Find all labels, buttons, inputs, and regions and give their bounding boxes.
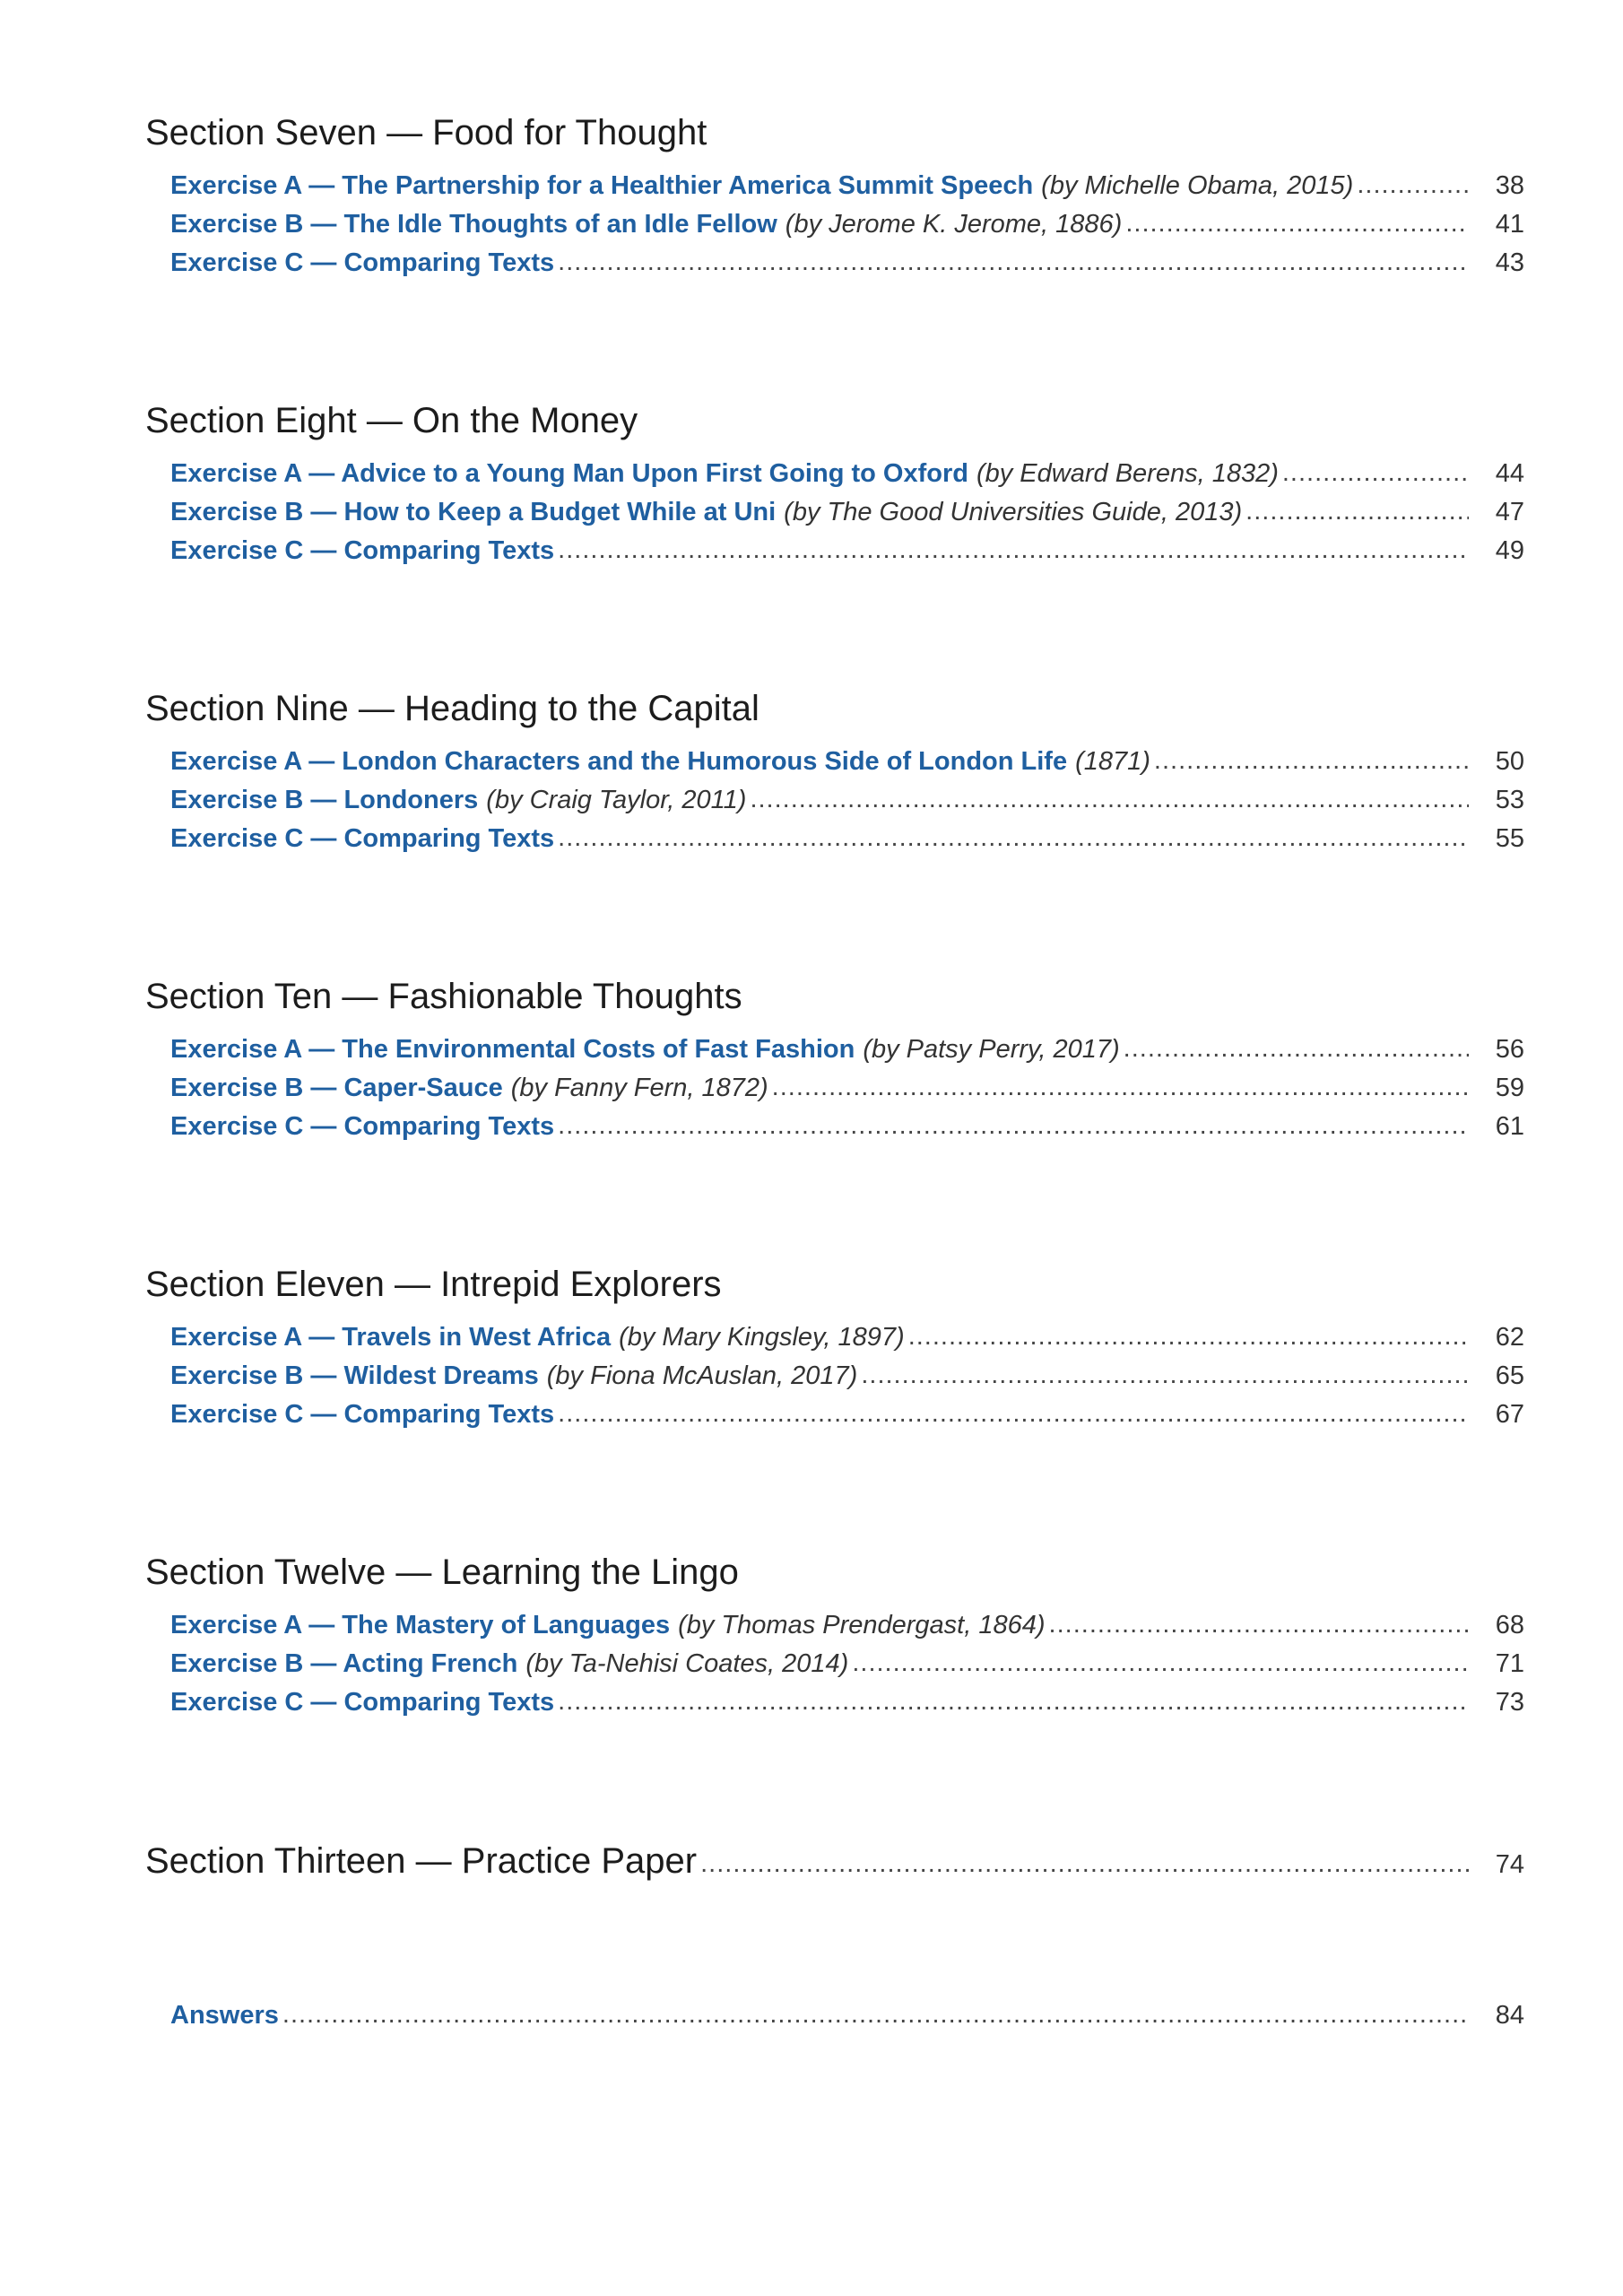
dot-leader xyxy=(1125,204,1469,243)
exercise-title: Exercise A — Travels in West Africa xyxy=(170,1323,612,1352)
exercise-title: Exercise C — Comparing Texts xyxy=(170,536,555,565)
section-title: Section Seven — Food for Thought xyxy=(145,113,707,152)
exercise-author: (by Edward Berens, 1832) xyxy=(976,459,1279,488)
dot-leader xyxy=(558,1107,1469,1145)
exercise-title: Exercise A — Advice to a Young Man Upon First Going to Oxford xyxy=(170,459,968,488)
section-eight xyxy=(145,399,1524,570)
dot-leader xyxy=(1245,492,1469,531)
exercise-entry[interactable] xyxy=(170,820,1524,858)
exercise-list xyxy=(145,743,1524,858)
exercise-entry[interactable] xyxy=(170,1031,1524,1069)
exercise-author: (by Fiona McAuslan, 2017) xyxy=(546,1361,858,1390)
dot-leader xyxy=(772,1068,1469,1107)
dot-leader xyxy=(558,243,1469,282)
page-number: 74 xyxy=(1495,1850,1524,1879)
exercise-entry[interactable] xyxy=(170,1069,1524,1108)
answers-list xyxy=(145,1996,1524,2035)
page-number: 67 xyxy=(1495,1400,1524,1429)
section-ten xyxy=(145,975,1524,1146)
dot-leader xyxy=(282,1996,1469,2034)
dot-leader xyxy=(558,1395,1469,1433)
exercise-author: (by Fanny Fern, 1872) xyxy=(510,1074,768,1102)
section-thirteen xyxy=(145,1839,1524,1883)
page-number: 44 xyxy=(1495,459,1524,488)
section-title: Section Nine — Heading to the Capital xyxy=(145,689,759,728)
answers-entry[interactable] xyxy=(170,1996,1524,2035)
exercise-entry[interactable] xyxy=(170,455,1524,493)
dot-leader xyxy=(558,819,1469,857)
exercise-title: Exercise A — The Mastery of Languages xyxy=(170,1611,671,1639)
answers-title: Answers xyxy=(170,2001,279,2030)
exercise-author: (by Michelle Obama, 2015) xyxy=(1041,171,1354,200)
exercise-title: Exercise A — London Characters and the Humorous Side of London Life xyxy=(170,747,1068,776)
page-number: 62 xyxy=(1495,1323,1524,1352)
page-number: 61 xyxy=(1495,1112,1524,1141)
exercise-title: Exercise B — Wildest Dreams xyxy=(170,1361,539,1390)
exercise-entry[interactable] xyxy=(170,743,1524,781)
exercise-entry[interactable] xyxy=(170,781,1524,820)
exercise-author: (1871) xyxy=(1075,747,1150,776)
dot-leader xyxy=(908,1318,1469,1356)
page-number: 56 xyxy=(1495,1035,1524,1064)
section-title: Section Ten — Fashionable Thoughts xyxy=(145,977,742,1016)
page-number: 50 xyxy=(1495,747,1524,776)
exercise-author: (by Thomas Prendergast, 1864) xyxy=(678,1611,1046,1639)
exercise-title: Exercise C — Comparing Texts xyxy=(170,248,555,277)
dot-leader xyxy=(861,1356,1469,1395)
page-number: 41 xyxy=(1495,210,1524,239)
exercise-entry[interactable] xyxy=(170,1396,1524,1434)
section-nine xyxy=(145,687,1524,858)
dot-leader xyxy=(1124,1030,1469,1068)
exercise-title: Exercise B — The Idle Thoughts of an Idle Fellow xyxy=(170,210,777,239)
exercise-entry[interactable] xyxy=(170,532,1524,570)
section-title: Section Thirteen — Practice Paper xyxy=(145,1841,698,1881)
dot-leader xyxy=(1357,166,1469,204)
dot-leader xyxy=(1154,742,1469,780)
exercise-author: (by Patsy Perry, 2017) xyxy=(863,1035,1120,1064)
exercise-author: (by Craig Taylor, 2011) xyxy=(486,786,747,814)
exercise-entry[interactable] xyxy=(170,1683,1524,1722)
page-number: 38 xyxy=(1495,171,1524,200)
exercise-title: Exercise C — Comparing Texts xyxy=(170,1400,555,1429)
exercise-entry[interactable] xyxy=(170,1318,1524,1357)
exercise-entry[interactable] xyxy=(170,244,1524,283)
exercise-author: (by Mary Kingsley, 1897) xyxy=(619,1323,905,1352)
page-number: 53 xyxy=(1495,786,1524,814)
page-number: 47 xyxy=(1495,498,1524,526)
page-number: 43 xyxy=(1495,248,1524,277)
section-eleven xyxy=(145,1263,1524,1434)
exercise-author: (by Ta-Nehisi Coates, 2014) xyxy=(525,1649,849,1678)
exercise-title: Exercise C — Comparing Texts xyxy=(170,1688,555,1717)
section-title: Section Eleven — Intrepid Explorers xyxy=(145,1265,722,1304)
exercise-entry[interactable] xyxy=(170,1645,1524,1683)
page-number: 68 xyxy=(1495,1611,1524,1639)
exercise-author: (by The Good Universities Guide, 2013) xyxy=(784,498,1243,526)
exercise-entry[interactable] xyxy=(170,1357,1524,1396)
exercise-author: (by Jerome K. Jerome, 1886) xyxy=(785,210,1123,239)
page-number: 71 xyxy=(1495,1649,1524,1678)
exercise-list xyxy=(145,1318,1524,1434)
exercise-entry[interactable] xyxy=(170,205,1524,244)
section-twelve xyxy=(145,1551,1524,1722)
page-number: 49 xyxy=(1495,536,1524,565)
exercise-entry[interactable] xyxy=(170,1108,1524,1146)
page-number: 84 xyxy=(1495,2001,1524,2030)
dot-leader xyxy=(558,531,1469,570)
answers-section xyxy=(145,1996,1524,2035)
exercise-title: Exercise A — The Partnership for a Healthier America Summit Speech xyxy=(170,171,1034,200)
exercise-title: Exercise B — How to Keep a Budget While at Uni xyxy=(170,498,777,526)
exercise-title: Exercise C — Comparing Texts xyxy=(170,1112,555,1141)
exercise-title: Exercise C — Comparing Texts xyxy=(170,824,555,853)
dot-leader xyxy=(852,1644,1469,1683)
section-title: Section Twelve — Learning the Lingo xyxy=(145,1552,739,1592)
dot-leader xyxy=(1049,1605,1469,1644)
exercise-list xyxy=(145,167,1524,283)
dot-leader xyxy=(558,1683,1469,1721)
exercise-entry[interactable] xyxy=(170,167,1524,205)
exercise-title: Exercise B — Londoners xyxy=(170,786,479,814)
exercise-title: Exercise B — Caper-Sauce xyxy=(170,1074,503,1102)
dot-leader xyxy=(1282,454,1469,492)
exercise-entry[interactable] xyxy=(170,1606,1524,1645)
page-number: 55 xyxy=(1495,824,1524,853)
dot-leader xyxy=(700,1842,1469,1885)
page-number: 65 xyxy=(1495,1361,1524,1390)
section-seven xyxy=(145,111,1524,283)
practice-paper-entry[interactable] xyxy=(145,1839,1524,1883)
exercise-list xyxy=(145,1606,1524,1722)
exercise-entry[interactable] xyxy=(170,493,1524,532)
exercise-title: Exercise B — Acting French xyxy=(170,1649,518,1678)
exercise-title: Exercise A — The Environmental Costs of Fast Fashion xyxy=(170,1035,855,1064)
section-title: Section Eight — On the Money xyxy=(145,401,638,440)
dot-leader xyxy=(750,780,1469,819)
page-number: 59 xyxy=(1495,1074,1524,1102)
exercise-list xyxy=(145,455,1524,570)
exercise-list xyxy=(145,1031,1524,1146)
page-number: 73 xyxy=(1495,1688,1524,1717)
